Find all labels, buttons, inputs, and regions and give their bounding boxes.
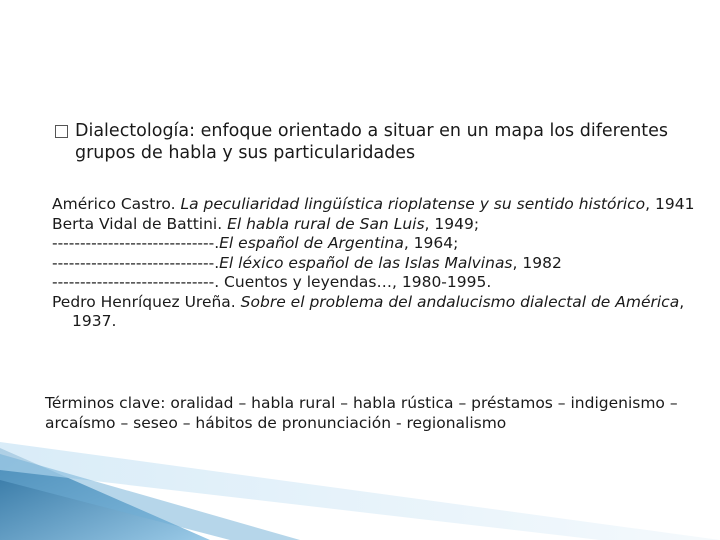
reference-year: , 1941 bbox=[645, 195, 695, 213]
square-bullet-icon bbox=[55, 125, 68, 138]
reference-item bbox=[52, 254, 702, 274]
reference-item bbox=[52, 234, 702, 254]
reference-list bbox=[52, 195, 702, 332]
reference-author: Pedro Henríquez Ureña. bbox=[52, 292, 236, 311]
reference-author: -----------------------------. bbox=[52, 234, 220, 252]
reference-title: Sobre el problema del andalucismo dialectal de América bbox=[240, 292, 680, 311]
definition-text bbox=[75, 120, 695, 164]
reference-title: La peculiaridad lingüística rioplatense y su sentido histórico bbox=[180, 195, 646, 213]
definition-bullet bbox=[55, 120, 695, 164]
reference-year: , 1964; bbox=[403, 234, 459, 252]
reference-item bbox=[52, 215, 702, 235]
reference-title: Cuentos y leyendas…, 1980-1995. bbox=[219, 273, 492, 291]
decorative-wave bbox=[0, 440, 720, 540]
reference-author: Berta Vidal de Battini. bbox=[52, 214, 223, 233]
reference-year: , 1937. bbox=[72, 292, 685, 330]
reference-title: El habla rural de San Luis bbox=[227, 214, 425, 233]
reference-item bbox=[52, 273, 702, 293]
reference-year: , 1982 bbox=[512, 253, 562, 272]
keywords-text: Términos clave: oralidad – habla rural – habla rústica – préstamos – indigenismo – arcaísmo – seseo – hábitos de pronunciación - regionalismo bbox=[45, 394, 678, 432]
reference-author: -----------------------------. bbox=[52, 253, 220, 272]
reference-item bbox=[52, 293, 702, 332]
reference-year: , 1949; bbox=[424, 214, 480, 233]
reference-item bbox=[52, 195, 702, 215]
definition-body: enfoque orientado a situar en un mapa los diferentes grupos de habla y sus particularidades bbox=[75, 121, 669, 163]
definition-term: Dialectología: bbox=[75, 121, 196, 141]
reference-author: Américo Castro. bbox=[52, 195, 176, 213]
reference-title: El léxico español de las Islas Malvinas bbox=[219, 253, 513, 272]
reference-author: -----------------------------. bbox=[52, 273, 220, 291]
reference-title: El español de Argentina bbox=[219, 234, 404, 252]
